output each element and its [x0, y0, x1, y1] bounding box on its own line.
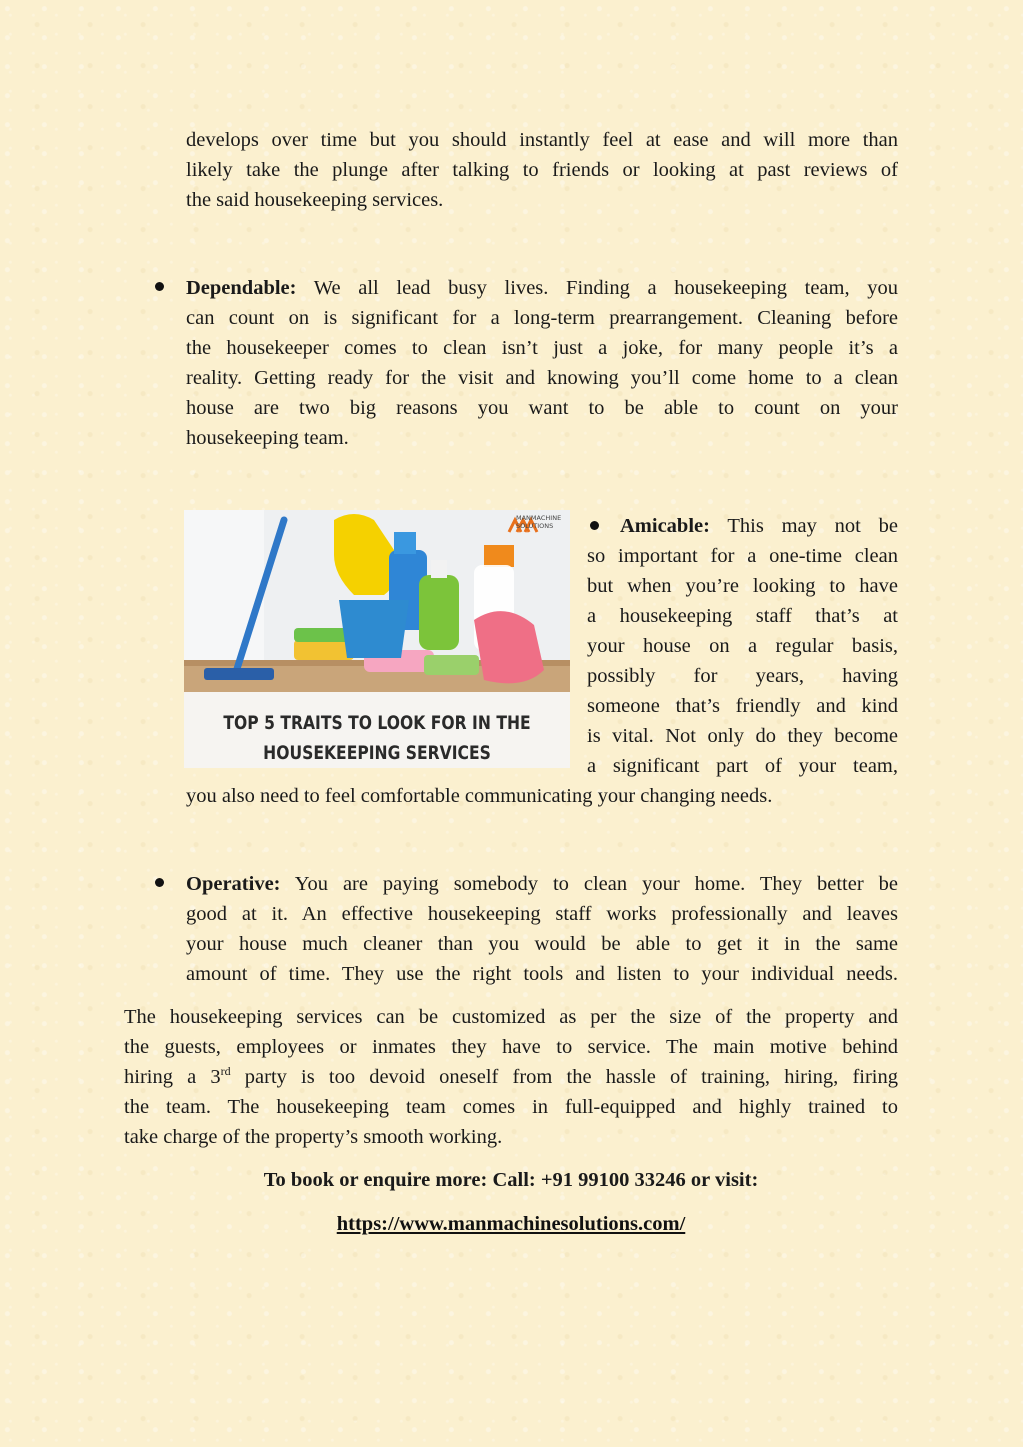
- operative-first-line: [186, 869, 898, 899]
- amicable-heading: Amicable:: [620, 515, 710, 537]
- amicable-line: you also need to feel comfortable communicating your changing needs.: [186, 785, 773, 807]
- operative-paragraph: [186, 869, 898, 989]
- amicable-line: a significant part of your team,: [587, 755, 898, 777]
- amicable-line: someone that’s friendly and kind: [587, 695, 898, 717]
- brand-logo-line: MANMACHINE: [516, 514, 562, 522]
- image-caption-line: HOUSEKEEPING SERVICES: [263, 742, 491, 764]
- promo-image: [184, 510, 570, 768]
- amicable-line: so important for a one-time clean: [587, 545, 898, 567]
- dependable-first-line: [186, 273, 898, 303]
- amicable-line: is vital. Not only do they become: [587, 725, 898, 747]
- amicable-line: a housekeeping staff that’s at: [587, 605, 898, 627]
- intro-line: develops over time but you should instantly feel at ease and will more than: [186, 129, 898, 151]
- dependable-line: housekeeping team.: [186, 427, 349, 449]
- intro-line: likely take the plunge after talking to friends or looking at past reviews of: [186, 159, 898, 181]
- closing-line-end: party is too devoid oneself from the hassle of training, hiring, firing: [230, 1066, 898, 1088]
- dependable-line: house are two big reasons you want to be able to count on your: [186, 397, 898, 419]
- amicable-paragraph: [587, 511, 898, 781]
- contact-cta-text: To book or enquire more: Call: +91 99100 33246 or visit:: [263, 1169, 759, 1191]
- dependable-line: the housekeeper comes to clean isn’t just a joke, for many people it’s a: [186, 337, 898, 359]
- dependable-first-line-text: We all lead busy lives. Finding a housekeeping team, you: [296, 277, 898, 299]
- amicable-line: but when you’re looking to have: [587, 575, 898, 597]
- closing-line: The housekeeping services can be customized as per the size of the property and: [124, 1006, 898, 1028]
- image-caption-line: TOP 5 TRAITS TO LOOK FOR IN THE: [223, 712, 531, 734]
- intro-line: the said housekeeping services.: [186, 189, 444, 211]
- image-caption: [219, 708, 536, 768]
- closing-line: the guests, employees or inmates they have to service. The main motive behind: [124, 1036, 898, 1058]
- operative-heading: Operative:: [186, 873, 281, 895]
- operative-first-line-text: You are paying somebody to clean your home. They better be: [280, 873, 898, 895]
- amicable-first-line-text: This may not be: [709, 515, 898, 537]
- closing-line: the team. The housekeeping team comes in full-equipped and highly trained to: [124, 1096, 898, 1118]
- website-link[interactable]: https://www.manmachinesolutions.com/: [336, 1213, 686, 1235]
- amicable-first-line: [587, 511, 898, 541]
- amicable-line: possibly for years, having: [587, 665, 898, 687]
- bullet-icon: [155, 282, 164, 291]
- operative-line: amount of time. They use the right tools and listen to your individual needs.: [186, 963, 898, 985]
- ordinal-suffix: rd: [220, 1064, 231, 1079]
- closing-line: [124, 1062, 898, 1092]
- dependable-heading: Dependable:: [186, 277, 297, 299]
- closing-line-start: hiring a 3: [124, 1066, 221, 1088]
- contact-link-row: [124, 1209, 898, 1239]
- bullet-icon: [155, 878, 164, 887]
- brand-logo-text: [516, 514, 568, 530]
- operative-line: good at it. An effective housekeeping staff works professionally and leaves: [186, 903, 898, 925]
- closing-paragraph: [124, 1002, 898, 1152]
- closing-line: take charge of the property’s smooth working.: [124, 1126, 503, 1148]
- contact-cta: [124, 1165, 898, 1195]
- intro-paragraph: [186, 125, 898, 215]
- amicable-line: your house on a regular basis,: [587, 635, 898, 657]
- operative-line: your house much cleaner than you would be able to get it in the same: [186, 933, 898, 955]
- dependable-paragraph: [186, 273, 898, 453]
- dependable-line: reality. Getting ready for the visit and knowing you’ll come home to a clean: [186, 367, 898, 389]
- dependable-line: can count on is significant for a long-term prearrangement. Cleaning before: [186, 307, 898, 329]
- brand-logo-line: SOLUTIONS: [516, 522, 554, 530]
- amicable-last-line: [186, 781, 898, 811]
